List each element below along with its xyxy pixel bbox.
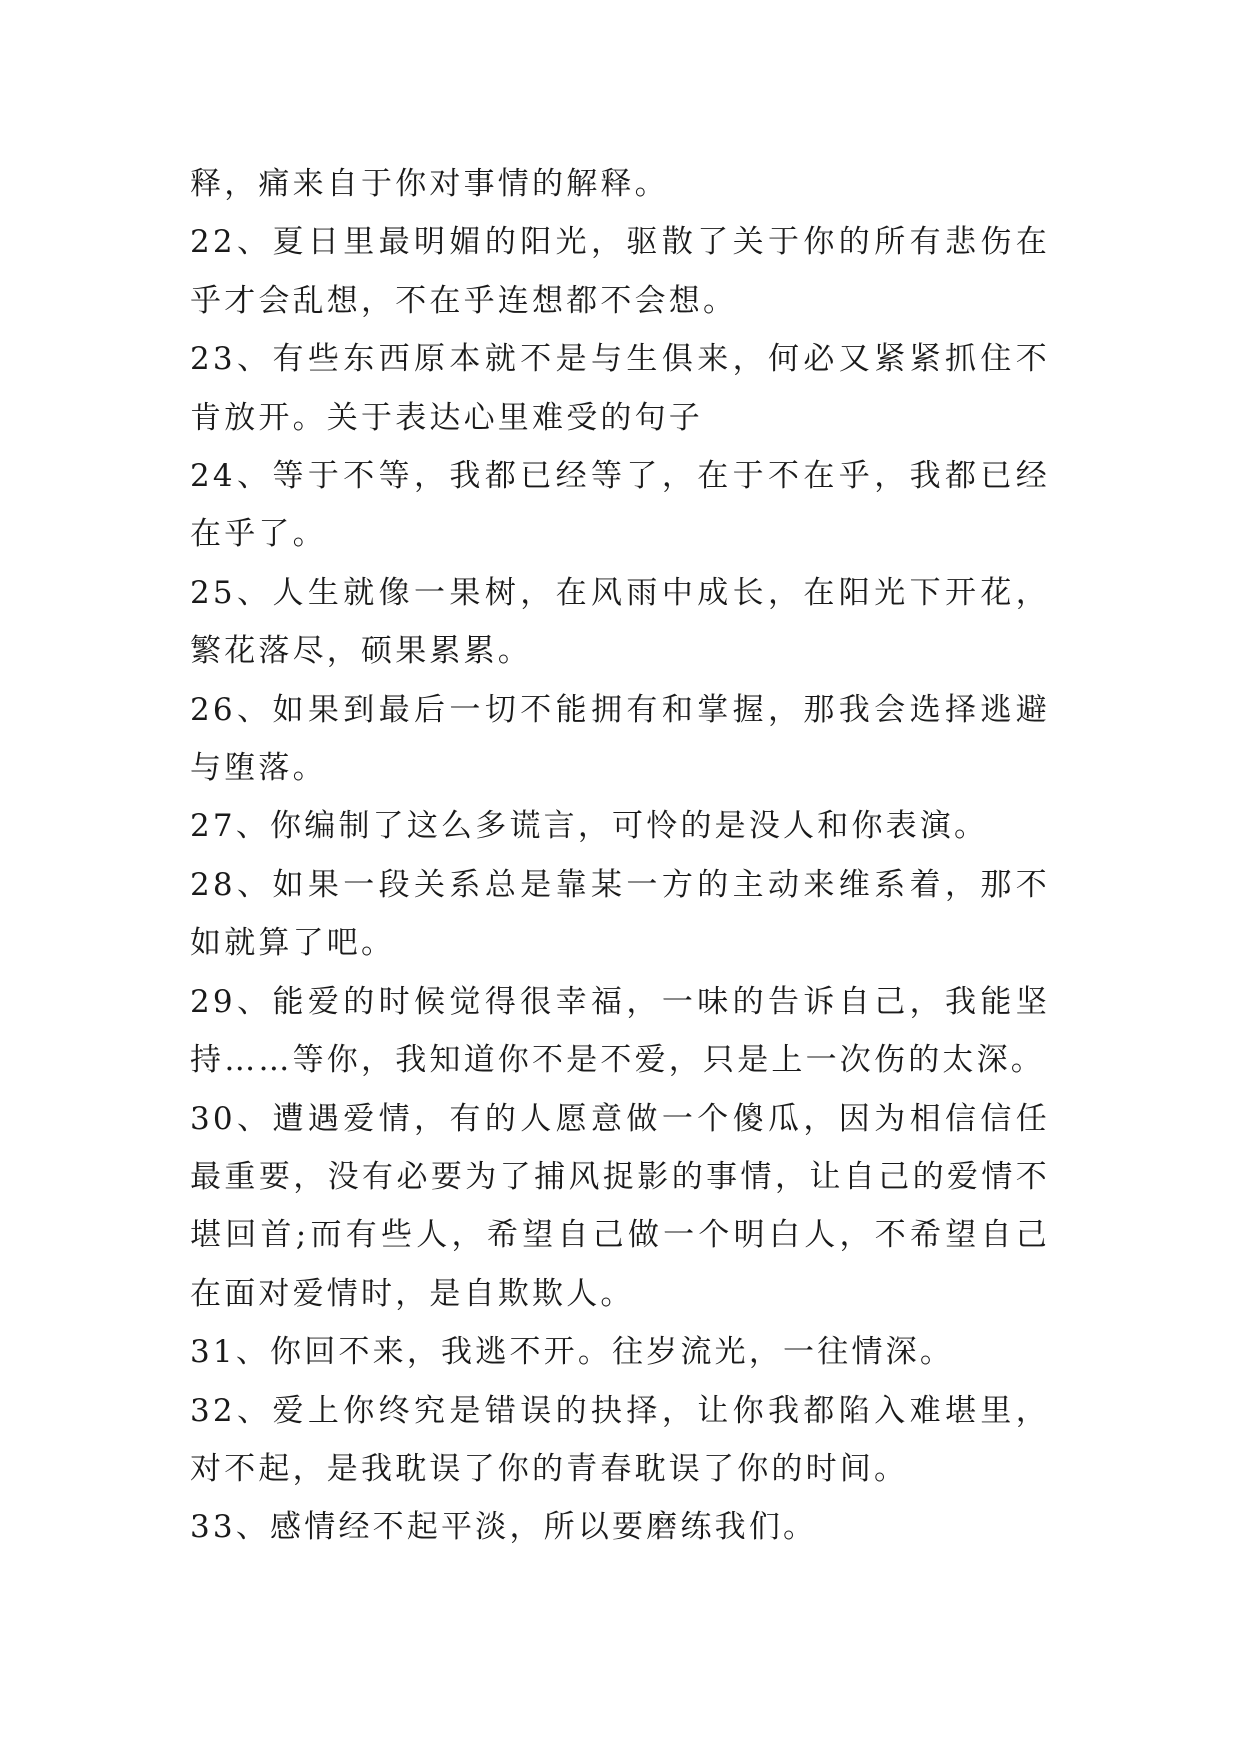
paragraph-21-continuation: 释，痛来自于你对事情的解释。 xyxy=(190,166,669,202)
paragraph-33: 33、感情经不起平淡，所以要磨练我们。 xyxy=(190,1509,818,1546)
paragraph-22: 22、夏日里最明媚的阳光，驱散了关于你的所有悲伤在乎才会乱想，不在乎连想都不会想。 xyxy=(190,224,1050,319)
paragraph-31: 31、你回不来，我逃不开。往岁流光，一往情深。 xyxy=(190,1334,955,1371)
paragraph-25: 25、人生就像一果树，在风雨中成长，在阳光下开花，繁花落尽，硕果累累。 xyxy=(190,574,1050,670)
paragraph-24: 24、等于不等，我都已经等了，在于不在乎，我都已经在乎了。 xyxy=(190,458,1050,553)
paragraph-26: 26、如果到最后一切不能拥有和掌握，那我会选择逃避与堕落。 xyxy=(190,691,1050,787)
paragraph-32: 32、爱上你终究是错误的抉择，让你我都陷入难堪里，对不起，是我耽误了你的青春耽误了你的时间。 xyxy=(190,1392,1050,1487)
document-body xyxy=(190,155,1050,1557)
paragraph-28: 28、如果一段关系总是靠某一方的主动来维系着，那不如就算了吧。 xyxy=(190,866,1050,962)
paragraph-29: 29、能爱的时候觉得很幸福，一味的告诉自己，我能坚持……等你，我知道你不是不爱，只是上一次伤的太深。 xyxy=(190,983,1050,1079)
paragraph-27: 27、你编制了这么多谎言，可怜的是没人和你表演。 xyxy=(190,808,989,845)
paragraph-23: 23、有些东西原本就不是与生俱来，何必又紧紧抓住不肯放开。关于表达心里难受的句子 xyxy=(190,341,1050,436)
paragraph-30: 30、遭遇爱情，有的人愿意做一个傻瓜，因为相信信任最重要，没有必要为了捕风捉影的事情，让自己的爱情不堪回首;而有些人，希望自己做一个明白人，不希望自己在面对爱情时，是自欺欺人。 xyxy=(190,1100,1050,1312)
